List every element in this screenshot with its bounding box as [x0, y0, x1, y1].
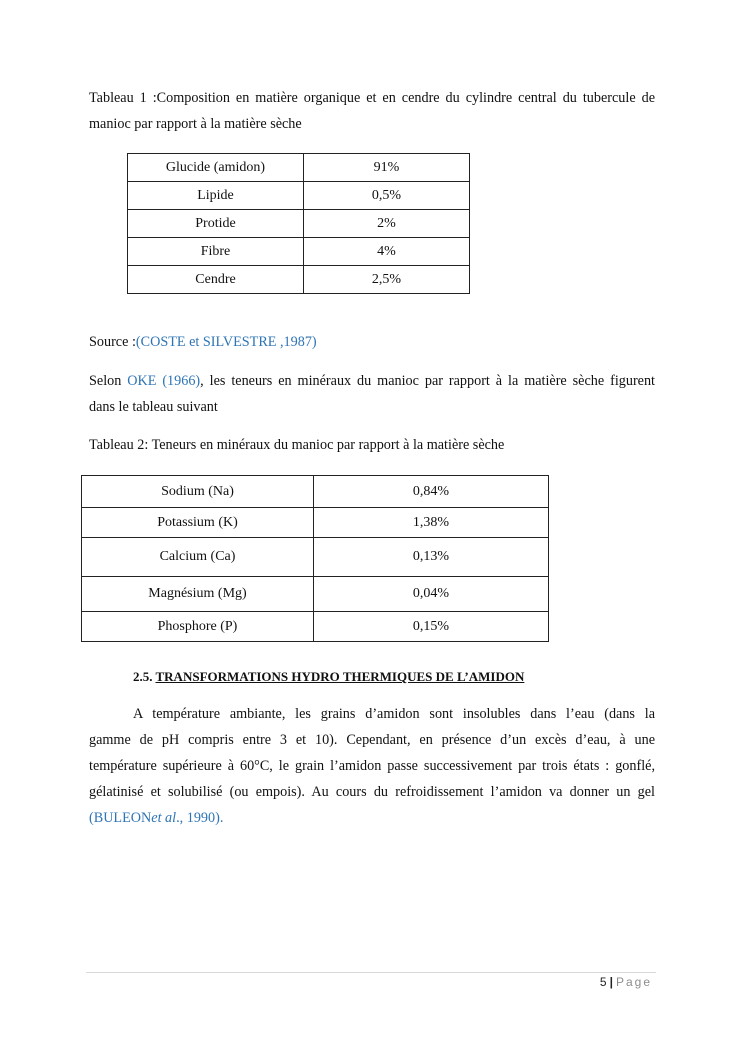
table-cell-value: 1,38% [314, 508, 549, 538]
table-cell-label: Calcium (Ca) [82, 538, 314, 577]
table-cell-label: Phosphore (P) [82, 612, 314, 642]
table-row [82, 538, 549, 577]
page-footer [600, 975, 652, 989]
body-line2: gamme de pH compris entre 3 et 10). Cependant, en présence d’un excès d’eau, à une [89, 732, 655, 748]
footer-divider [86, 972, 656, 973]
table-row [82, 577, 549, 612]
citation-etal: et al [151, 810, 177, 826]
intro-line2: dans le tableau suivant [89, 399, 218, 415]
page-label: Page [615, 975, 652, 989]
page-number: 5 [599, 975, 607, 989]
table-cell-value: 0,13% [314, 538, 549, 577]
citation-author: (BULEON [89, 810, 152, 826]
table-row [128, 210, 470, 238]
table-cell-value: 0,04% [314, 577, 549, 612]
intro-rest: , les teneurs en minéraux du manioc par rapport à la matière sèche figurent [200, 373, 656, 389]
oke-citation-link[interactable]: OKE (1966) [127, 373, 201, 389]
body-line4: gélatinisé et solubilisé (ou empois). Au cours du refroidissement l’amidon va donner un gel [89, 784, 655, 800]
body-line5 [89, 805, 655, 831]
table-cell-value: 2% [304, 210, 470, 238]
table-cell-value: 91% [304, 154, 470, 182]
table-cell-label: Magnésium (Mg) [82, 577, 314, 612]
table-cell-value: 0,84% [314, 476, 549, 508]
table-row [128, 182, 470, 210]
table-row [82, 476, 549, 508]
table-row [82, 612, 549, 642]
table-cell-label: Protide [128, 210, 304, 238]
source-citation-link[interactable]: (COSTE et SILVESTRE ,1987) [135, 334, 317, 350]
citation-rest: ., 1990). [176, 810, 224, 826]
table-cell-label: Sodium (Na) [82, 476, 314, 508]
section-number: 2.5. [133, 669, 153, 684]
table-cell-value: 0,15% [314, 612, 549, 642]
table2-caption: Tableau 2: Teneurs en minéraux du manioc par rapport à la matière sèche [89, 437, 505, 453]
table-row [128, 238, 470, 266]
body-line3: température supérieure à 60°C, le grain l’amidon passe successivement par trois états : gonflé, [89, 758, 655, 774]
section-heading [133, 669, 524, 685]
source-prefix: Source : [89, 334, 136, 350]
table-row [128, 266, 470, 294]
source-line [89, 329, 655, 355]
table-row [82, 508, 549, 538]
buleon-citation-link[interactable] [89, 810, 223, 826]
table1-caption-line1: Tableau 1 :Composition en matière organique et en cendre du cylindre central du tubercule de [89, 90, 655, 106]
table-cell-label: Cendre [128, 266, 304, 294]
table-cell-value: 4% [304, 238, 470, 266]
intro-selon: Selon [89, 373, 128, 389]
section-title: TRANSFORMATIONS HYDRO THERMIQUES DE L’AMIDON [155, 669, 525, 684]
table2 [81, 475, 549, 642]
page-separator: | [609, 975, 613, 989]
table-cell-label: Fibre [128, 238, 304, 266]
table-cell-label: Potassium (K) [82, 508, 314, 538]
table1 [127, 153, 470, 294]
table-cell-value: 0,5% [304, 182, 470, 210]
intro-line1 [89, 368, 655, 394]
body-line1: A température ambiante, les grains d’amidon sont insolubles dans l’eau (dans la [133, 706, 655, 722]
table-cell-value: 2,5% [304, 266, 470, 294]
table-cell-label: Lipide [128, 182, 304, 210]
table1-caption-line2: manioc par rapport à la matière sèche [89, 116, 302, 132]
table-row [128, 154, 470, 182]
table-cell-label: Glucide (amidon) [128, 154, 304, 182]
